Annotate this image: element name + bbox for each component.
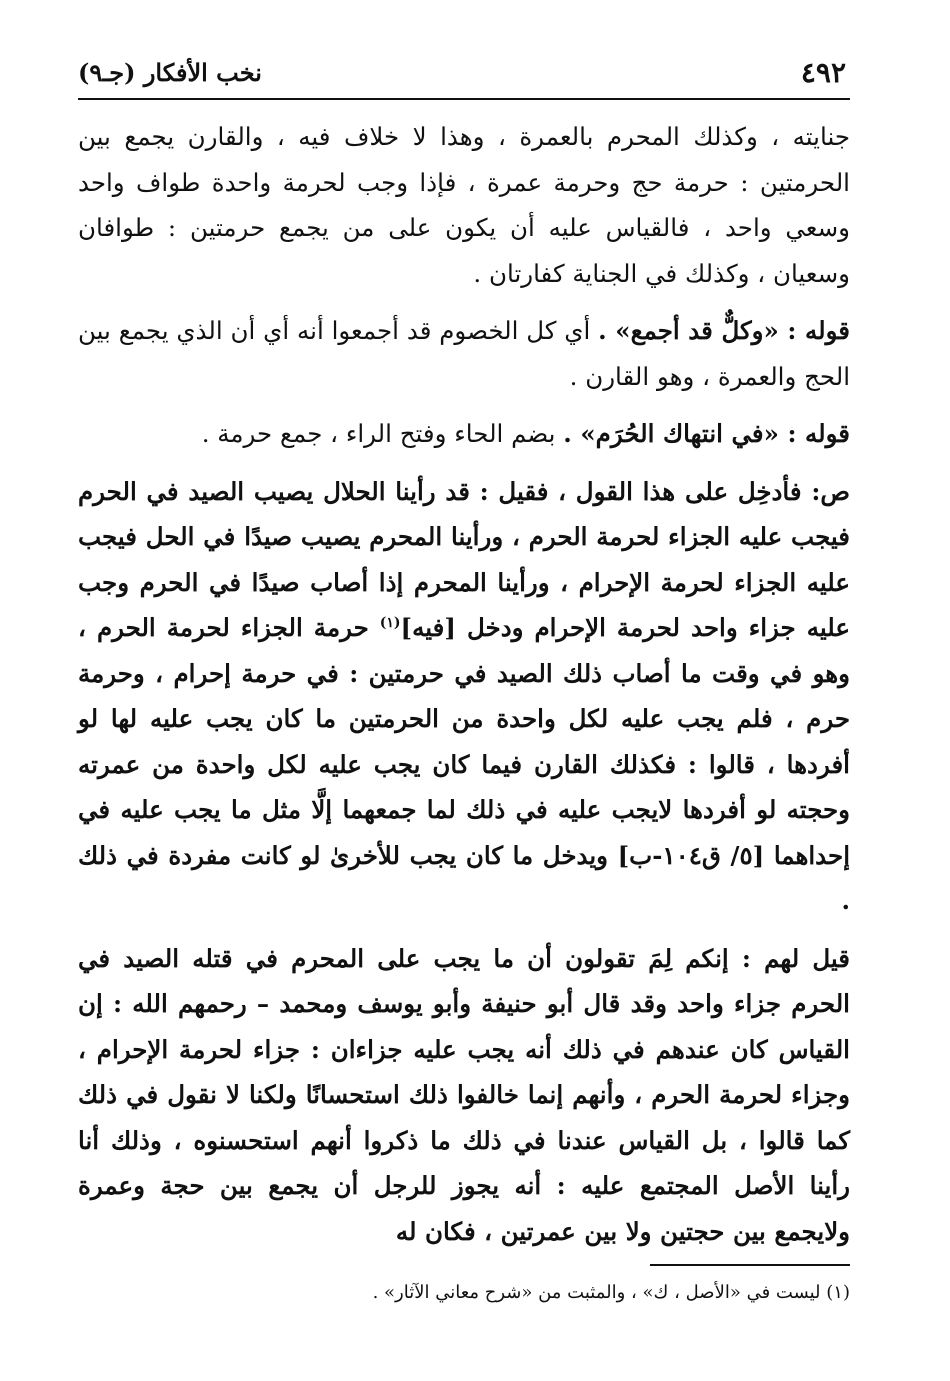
body-text (78, 114, 850, 1254)
paragraph-3-label: قوله : «في انتهاك الحُرَم» . (563, 419, 850, 448)
paragraph-2 (78, 308, 850, 399)
paragraph-3 (78, 411, 850, 457)
paragraph-4-part1: ص: فأدخِل على هذا القول ، فقيل : قد رأينا الحلال يصيب الصيد في الحرم فيجب عليه الجزاء لحرمة الحرم ، ورأينا المحرم يصيب صيدًا في الحل فيجب عليه الجزاء لحرمة الإحرام ، ورأينا المحرم إذا أصاب صيدًا في الحرم وجب عليه جزاء واحد لحرمة الإحرام ودخل [فيه] (78, 476, 850, 642)
footnote-reference: (١) (379, 614, 401, 631)
paragraph-5: قيل لهم : إنكم لِمَ تقولون أن ما يجب على المحرم في قتله الصيد في الحرم جزاء واحد وقد قال أبو حنيفة وأبو يوسف ومحمد – رحمهم الله : إن القياس كان عندهم في ذلك أنه يجب عليه جزاءان : جزاء لحرمة الإحرام ، وجزاء لحرمة الحرم ، وأنهم إنما خالفوا ذلك استحسانًا ولكنا لا نقول في ذلك كما قالوا ، بل القياس عندنا في ذلك ما ذكروا أنهم استحسنوه ، وذلك أنا رأينا الأصل المجتمع عليه : أنه يجوز للرجل أن يجمع بين حجة وعمرة ولايجمع بين حجتين ولا بين عمرتين ، فكان له (78, 943, 850, 1246)
paragraph-3-text: بضم الحاء وفتح الراء ، جمع حرمة . (201, 419, 564, 448)
document-page (78, 52, 850, 1352)
paragraph-2-label: قوله : «وكلٌّ قد أجمع» . (598, 316, 850, 345)
paragraph-4-part2: حرمة الجزاء لحرمة الحرم ، وهو في وقت ما أصاب ذلك الصيد في حرمتين : في حرمة إحرام ، وحرمة حرم ، فلم يجب عليه لكل واحدة من الحرمتين ما كان يجب عليه لها لو أفردها ، قالوا : فكذلك القارن فيما كان يجب عليه لكل واحدة من عمرته وحجته لو أفردها لايجب عليه في ذلك لما جمعهما إلَّا مثل ما يجب عليه في إحداهما [٥/ ق١٠٤-ب] ويدخل ما كان يجب للأخرىٰ لو كانت مفردة في ذلك . (78, 613, 850, 915)
paragraph-1: جنايته ، وكذلك المحرم بالعمرة ، وهذا لا خلاف فيه ، والقارن يجمع بين الحرمتين : حرمة حج وحرمة عمرة ، فإذا وجب لحرمة واحدة طواف واحد وسعي واحد ، فالقياس عليه أن يكون على من يجمع حرمتين : طوافان وسعيان ، وكذلك في الجناية كفارتان . (78, 122, 850, 288)
page-header (78, 52, 850, 100)
footnote: (١) ليست في «الأصل ، ك» ، والمثبت من «شرح معاني الآثار» . (372, 1282, 850, 1303)
footnote-divider (650, 1264, 850, 1266)
paragraph-2-text: أي كل الخصوم قد أجمعوا أنه أي أن الذي يجمع بين الحج والعمرة ، وهو القارن . (78, 316, 850, 391)
page-number: ٤٩٢ (800, 56, 846, 89)
paragraph-4 (78, 469, 850, 924)
running-title: نخب الأفكار (جـ٩) (78, 58, 262, 87)
